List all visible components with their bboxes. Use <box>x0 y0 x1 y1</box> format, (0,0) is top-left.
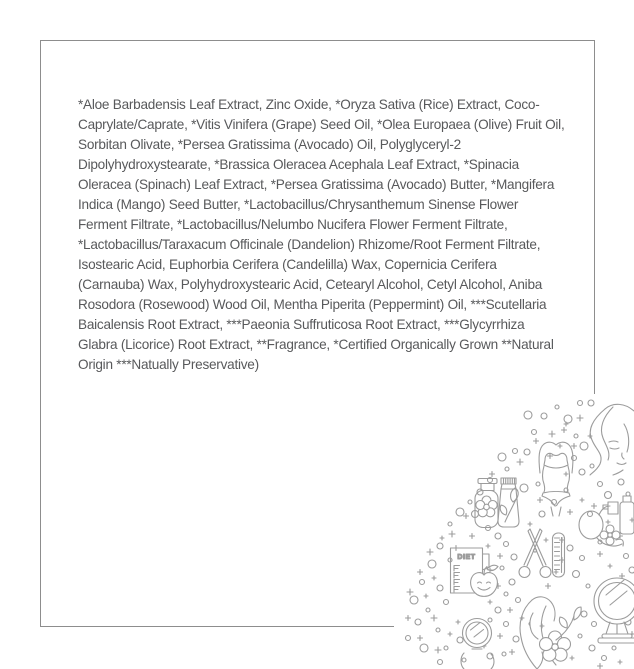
beauty-icons-svg <box>394 394 634 669</box>
beauty-icons-illustration <box>394 394 634 669</box>
blob-background <box>394 394 634 669</box>
diet-label: DIET <box>457 554 476 561</box>
ingredients-text: *Aloe Barbadensis Leaf Extract, Zinc Oxide, *Oryza Sativa (Rice) Extract, Coco-Caprylate/Caprate, *Vitis Vinifera (Grape) Seed Oil, *Olea Europaea (Olive) Fruit Oil, Sorbitan Olivate, *Persea Gratissima (Avocado) Oil, Polyglyceryl-2 Dipolyhydroxystearate, *Brassica Oleracea Acephala Leaf Extract, *Spinacia Oleracea (Spinach) Leaf Extract, *Persea Gratissima (Avocado) Butter, *Mangifera Indica (Mango) Seed Butter, *Lactobacillus/Chrysanthemum Sinense Flower Ferment Filtrate, *Lactobacillus/Nelumbo Nucifera Flower Ferment Filtrate, *Lactobacillus/Taraxacum Officinale (Dandelion) Rhizome/Root Ferment Filtrate, Isostearic Acid, Euphorbia Cerifera (Candelilla) Wax, Copernicia Cerifera (Carnauba) Wax, Polyhydroxystearic Acid, Cetearyl Alcohol, Cetyl Alcohol, Aniba Rosodora (Rosewood) Wood Oil, Mentha Piperita (Peppermint) Oil, ***Scutellaria Baicalensis Root Extract, ***Paeonia Suffruticosa Root Extract, ***Glycyrrhiza Glabra (Licorice) Root Extract, **Fragrance, *Certified Organically Grown **Natural Origin ***Natually Preservative) <box>78 96 565 372</box>
